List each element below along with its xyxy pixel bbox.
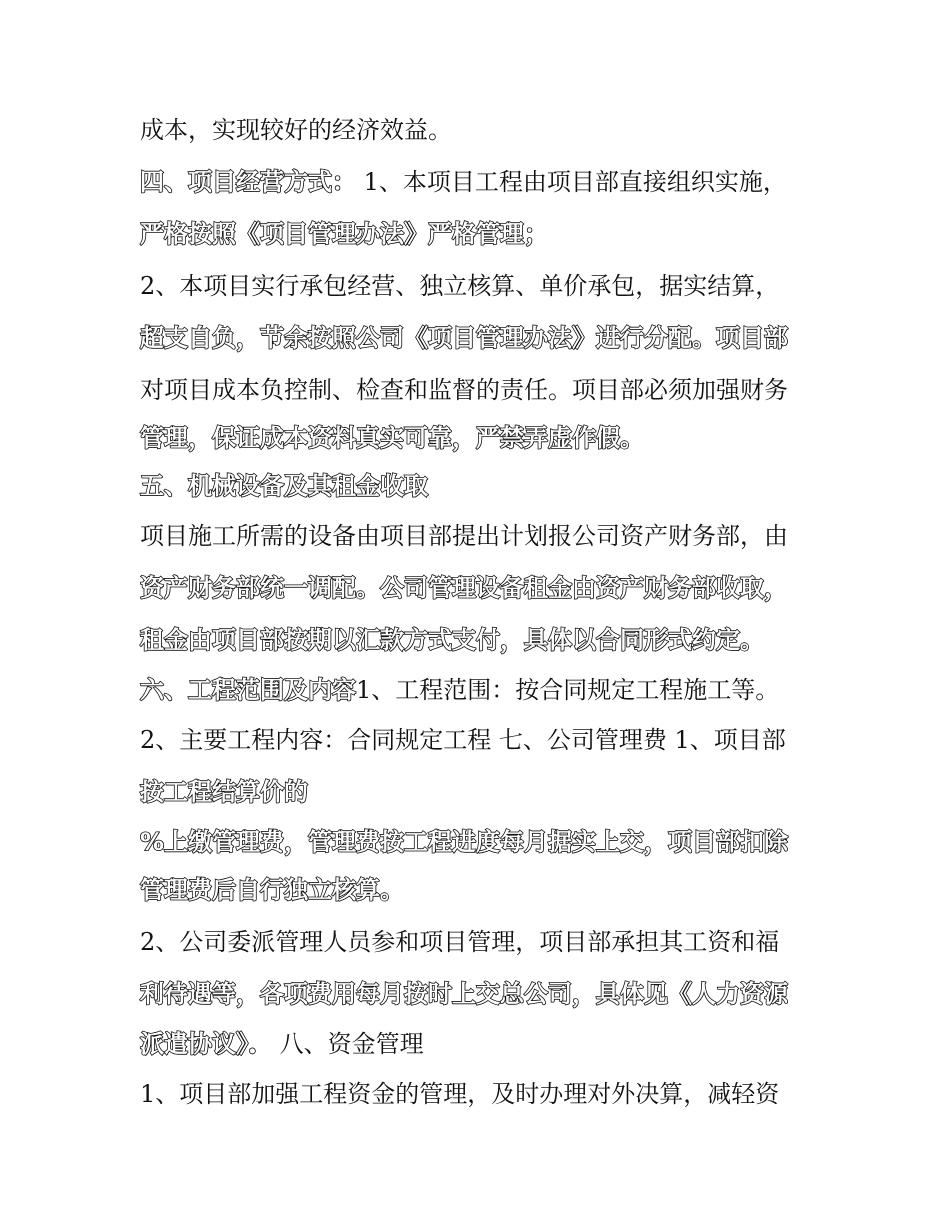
section-heading-8: 。 八、资金管理 [248,1030,424,1058]
text-span: 2、公司委派管理人员参和项目管理，项目部承担其工资和福 [140,928,780,956]
text-span: 1、工程范围：按合同规定工程施工等。 [356,676,780,704]
text-line [140,1074,820,1114]
text-span: 管理费后自行独立核算。 [140,876,404,904]
text-span: 租金由项目部按期以汇款方式支付，具体以合同形式约定。 [140,626,764,654]
section-heading-5: 五、机械设备及其租金收取 [140,472,428,500]
text-span: 严格按照《项目管理办法》严格管理； [140,220,548,248]
text-line [140,266,820,306]
text-line [140,922,820,962]
section-heading-6: 六、工程范围及内容 [140,676,356,704]
text-line [140,318,820,358]
text-span: 按工程结算价的 [140,778,308,806]
text-line [140,110,820,150]
text-span: 超支自负，节余按照公司《项目管理办法》进行分配。项目部 [140,324,788,352]
text-line [140,466,820,506]
text-line [140,1024,820,1064]
text-span: 对项目成本负控制、检查和监督的责任。项目部必须加强财务 [140,376,788,404]
section-heading-4: 四、项目经营方式： [140,168,356,196]
text-line [140,162,820,202]
text-span: 派遣协议》 [140,1030,248,1058]
text-span: 利待遇等，各项费用每月按时上交总公司，具体见《人力资源 [140,980,788,1008]
text-span: 成本，实现较好的经济效益。 [140,116,452,144]
text-span: 项目施工所需的设备由项目部提出计划报公司资产财务部，由 [140,522,788,550]
text-line [140,670,820,710]
text-span: 2、本项目实行承包经营、独立核算、单价承包，据实结算， [140,272,780,300]
text-line [140,870,820,910]
text-line [140,974,820,1014]
text-span: 1、项目部加强工程资金的管理，及时办理对外决算，减轻资 [140,1080,780,1108]
text-line [140,370,820,410]
text-line [140,418,820,458]
text-line [140,772,820,812]
text-line [140,720,820,760]
text-span: 资产财务部统一调配。公司管理设备租金由资产财务部收取， [140,574,788,602]
text-line [140,214,820,254]
text-span: 管理，保证成本资料真实可靠，严禁弄虚作假。 [140,424,644,452]
text-span: 1、本项目工程由项目部直接组织实施， [363,168,787,196]
text-line [140,516,820,556]
text-span: 2、主要工程内容：合同规定工程 七、公司管理费 1、项目部 [140,726,786,754]
text-line [140,620,820,660]
text-span: %上缴管理费，管理费按工程进度每月据实上交，项目部扣除 [140,828,789,856]
text-line [140,822,820,862]
text-line [140,568,820,608]
